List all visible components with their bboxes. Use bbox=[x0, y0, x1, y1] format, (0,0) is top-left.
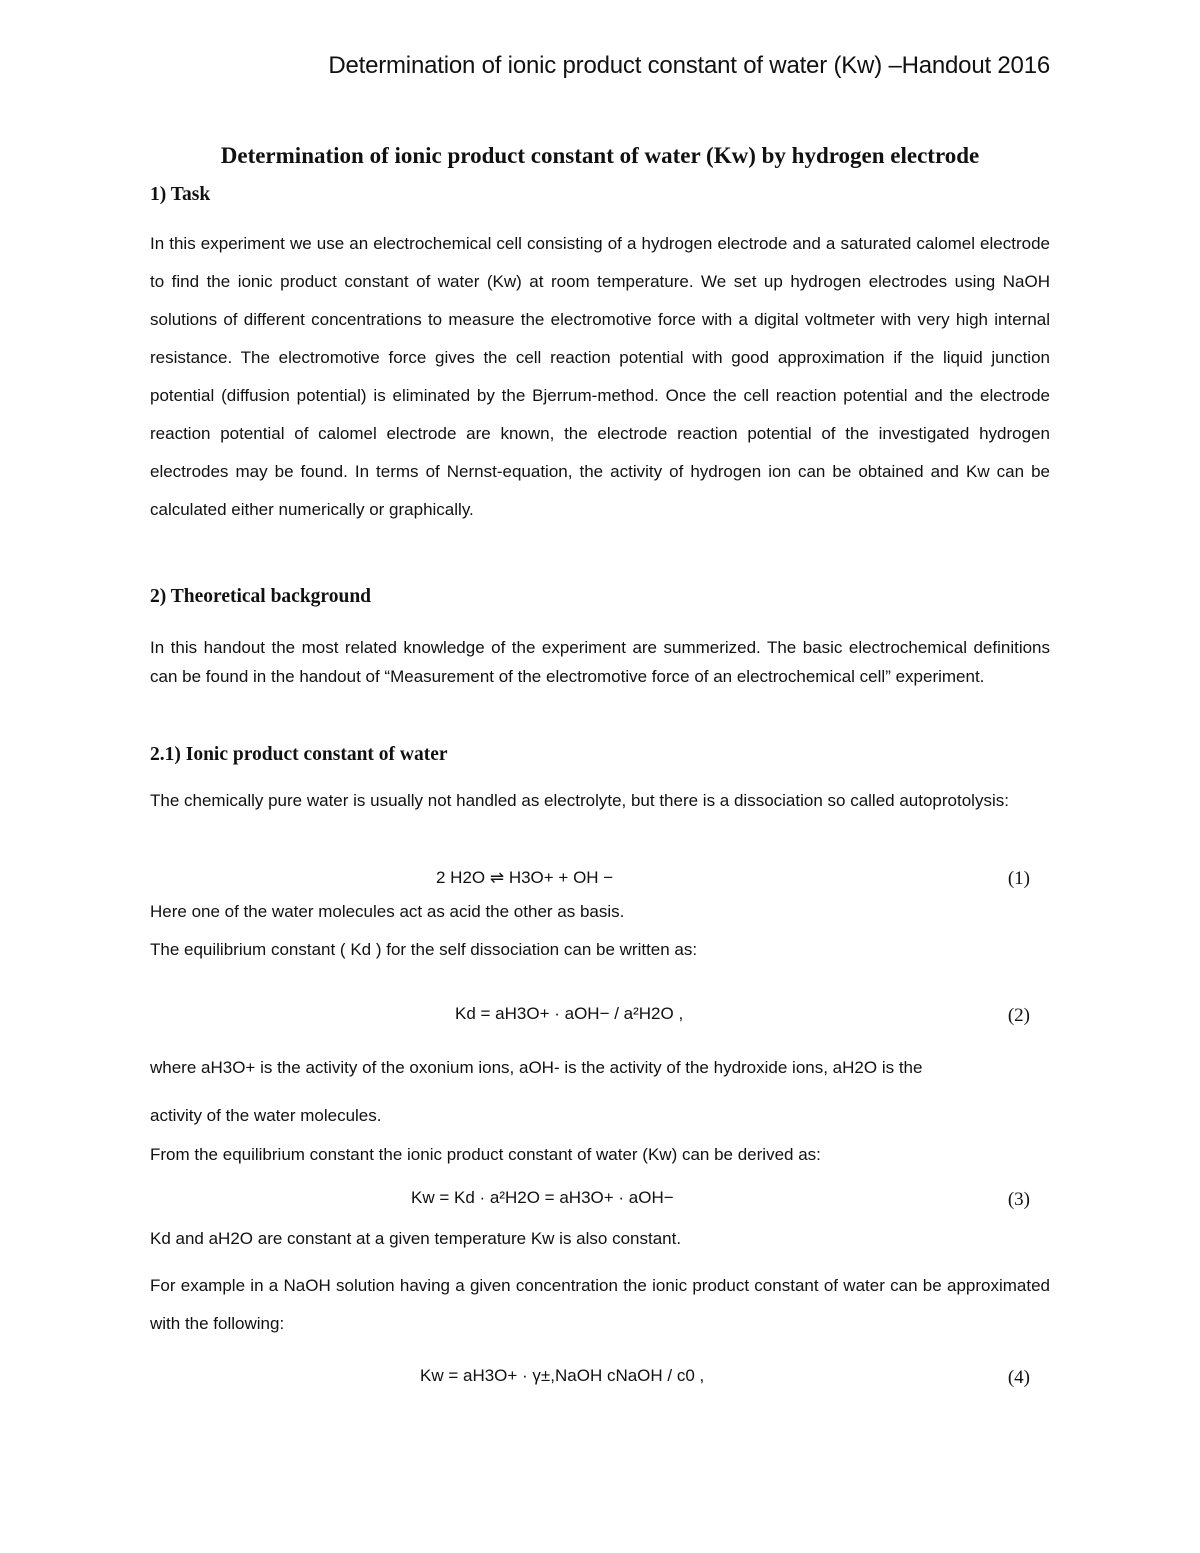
paragraph-kw-intro: From the equilibrium constant the ionic product constant of water (Kw) can be derived as: bbox=[150, 1145, 821, 1164]
paragraph-kd-intro: The equilibrium constant ( Kd ) for the self dissociation can be written as: bbox=[150, 940, 698, 959]
equation-2-number: (2) bbox=[1007, 1005, 1030, 1026]
heading-task: 1) Task bbox=[150, 184, 211, 205]
paragraph-where: where aH3O+ is the activity of the oxonium ions, aOH- is the activity of the hydroxide ions, aH2O is the bbox=[150, 1058, 923, 1077]
paragraph-autoprotolysis: The chemically pure water is usually not handled as electrolyte, but there is a dissociation so called autoprotolysis: bbox=[150, 791, 1009, 810]
equation-3: Kw = Kd · a²H2O = aH3O+ · aOH− bbox=[411, 1188, 674, 1207]
paragraph-naoh: For example in a NaOH solution having a given concentration the ionic product constant of water can be approximated with the following: bbox=[150, 1276, 1050, 1333]
heading-ionic-product: 2.1) Ionic product constant of water bbox=[150, 744, 448, 765]
paragraph-acid-base: Here one of the water molecules act as acid the other as basis. bbox=[150, 902, 625, 921]
equation-1-number: (1) bbox=[1007, 868, 1030, 889]
paragraph-task: In this experiment we use an electrochemical cell consisting of a hydrogen electrode and a saturated calomel electrode to find the ionic product constant of water (Kw) at room temperature. We set up hydrogen electrodes using NaOH solutions of different concentrations to measure the electromotive force with a digital voltmeter with very high internal resistance. The electromotive force gives the cell reaction potential with good approximation if the liquid junction potential (diffusion potential) is eliminated by the Bjerrum-method. Once the cell reaction potential and the electrode reaction potential of calomel electrode are known, the electrode reaction potential of the investigated hydrogen electrodes may be found. In terms of Nernst-equation, the activity of hydrogen ion can be obtained and Kw can be calculated either numerically or graphically. bbox=[150, 234, 1050, 519]
running-header-text: Determination of ionic product constant of water (Kw) –Handout 2016 bbox=[328, 52, 1050, 79]
equation-2: Kd = aH3O+ · aOH− / a²H2O , bbox=[455, 1004, 684, 1023]
equation-4: Kw = aH3O+ · γ±,NaOH cNaOH / c0 , bbox=[420, 1366, 705, 1385]
paragraph-where-continued: activity of the water molecules. bbox=[150, 1106, 382, 1125]
equation-1: 2 H2O ⇌ H3O+ + OH − bbox=[436, 868, 614, 887]
paragraph-theory: In this handout the most related knowledge of the experiment are summerized. The basic electrochemical definitions can be found in the handout of “Measurement of the electromotive force of an electrochemical cell” experiment. bbox=[150, 638, 1050, 686]
document-title: Determination of ionic product constant of water (Kw) by hydrogen electrode bbox=[220, 143, 980, 168]
equation-3-number: (3) bbox=[1007, 1189, 1030, 1210]
equation-4-number: (4) bbox=[1007, 1367, 1030, 1388]
heading-theory: 2) Theoretical background bbox=[150, 586, 372, 607]
running-header bbox=[150, 52, 1050, 80]
paragraph-constants: Kd and aH2O are constant at a given temperature Kw is also constant. bbox=[150, 1229, 682, 1248]
